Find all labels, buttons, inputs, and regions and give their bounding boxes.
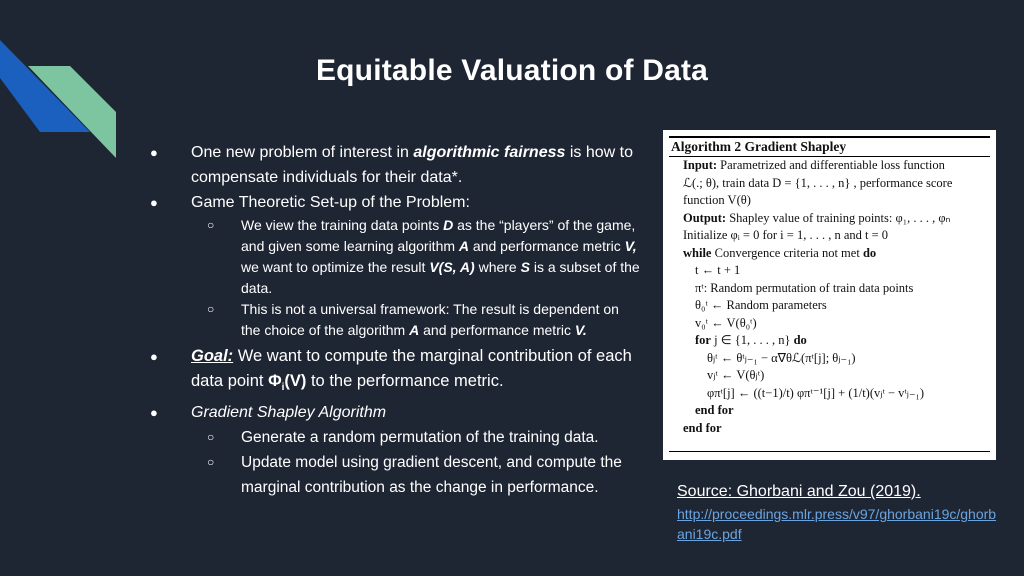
- algorithm-image: [663, 130, 996, 460]
- bullet-dot: ●: [150, 405, 158, 420]
- bullet-list: [150, 140, 640, 500]
- sub-bullet-framework: ○ This is not a universal framework: The result is dependent on the choice of the algorithm A and performance metric V.: [207, 301, 619, 338]
- sub-bullet-circle: ○: [207, 302, 215, 316]
- algorithm-header: Algorithm 2 Gradient Shapley: [669, 136, 990, 157]
- bullet-dot: ●: [150, 195, 158, 210]
- source-citation: [677, 482, 997, 544]
- sub-bullet-circle: ○: [207, 430, 215, 444]
- sub-bullet-permutation: ○ Generate a random permutation of the training data.: [150, 425, 640, 450]
- algorithm-line: πᵗ: Random permutation of train data points: [695, 280, 914, 295]
- bullet-fairness: ● One new problem of interest in algorithmic fairness is how to compensate individuals for their data*.: [150, 140, 640, 190]
- algorithm-line: ℒ(.; θ), train data D = {1, . . . , n} , performance score: [683, 175, 953, 190]
- bullet-game-theoretic: ● Game Theoretic Set-up of the Problem:: [150, 190, 640, 215]
- slide-title: Equitable Valuation of Data: [315, 54, 709, 87]
- algorithm-line: θ₀ᵗ ← Random parameters: [695, 298, 827, 312]
- algorithm-line: vⱼᵗ ← V(θⱼᵗ): [707, 368, 765, 382]
- algorithm-line: φπᵗ[j] ← ((t−1)/t) φπᵗ⁻¹[j] + (1/t)(vⱼᵗ − vᵗⱼ₋₁): [707, 385, 925, 400]
- sub-bullet-update-model: ○ Update model using gradient descent, and compute the marginal contribution as the change in performance.: [150, 450, 640, 500]
- algorithm-line: Output: Shapley value of training points: φ₁, . . . , φₙ: [683, 210, 951, 225]
- algorithm-line: while Convergence criteria not met do: [683, 245, 877, 260]
- algorithm-line: θⱼᵗ ← θᵗⱼ₋₁ − α∇θℒ(πᵗ[j]; θⱼ₋₁): [707, 350, 856, 365]
- algorithm-line: function V(θ): [683, 193, 751, 207]
- algorithm-line: Initialize φᵢ = 0 for i = 1, . . . , n and t = 0: [683, 228, 889, 242]
- source-link[interactable]: http://proceedings.mlr.press/v97/ghorbani19c/ghorbani19c.pdf: [677, 506, 997, 542]
- algorithm-line: for j ∈ {1, . . . , n} do: [695, 333, 807, 347]
- algorithm-line: end for: [683, 420, 722, 435]
- sub-bullet-circle: ○: [207, 455, 215, 469]
- algorithm-bottom-rule: [669, 451, 990, 452]
- algorithm-line: t ← t + 1: [695, 263, 741, 277]
- bullet-dot: ●: [150, 349, 158, 364]
- bullet-gradient-shapley: ● Gradient Shapley Algorithm: [150, 400, 640, 425]
- algorithm-line: v₀ᵗ ← V(θ₀ᵗ): [695, 315, 757, 330]
- algorithm-body: [673, 157, 990, 437]
- algorithm-line: Input: Parametrized and differentiable loss function: [683, 158, 945, 172]
- algorithm-line: end for: [695, 403, 734, 417]
- sub-bullet-circle: ○: [207, 218, 215, 232]
- bullet-goal: ● Goal: We want to compute the marginal contribution of each data point $\Phi_i(V)$ to the performance metric.: [150, 344, 640, 400]
- bullet-dot: ●: [150, 145, 158, 160]
- source-text[interactable]: Source: Ghorbani and Zou (2019).: [677, 483, 921, 500]
- sub-bullet-players: ○ We view the training data points D as the “players” of the game, and given some learning algorithm A and performance metric V, we want to optimize the result V(S, A) where S is a subset of the data.: [207, 217, 640, 296]
